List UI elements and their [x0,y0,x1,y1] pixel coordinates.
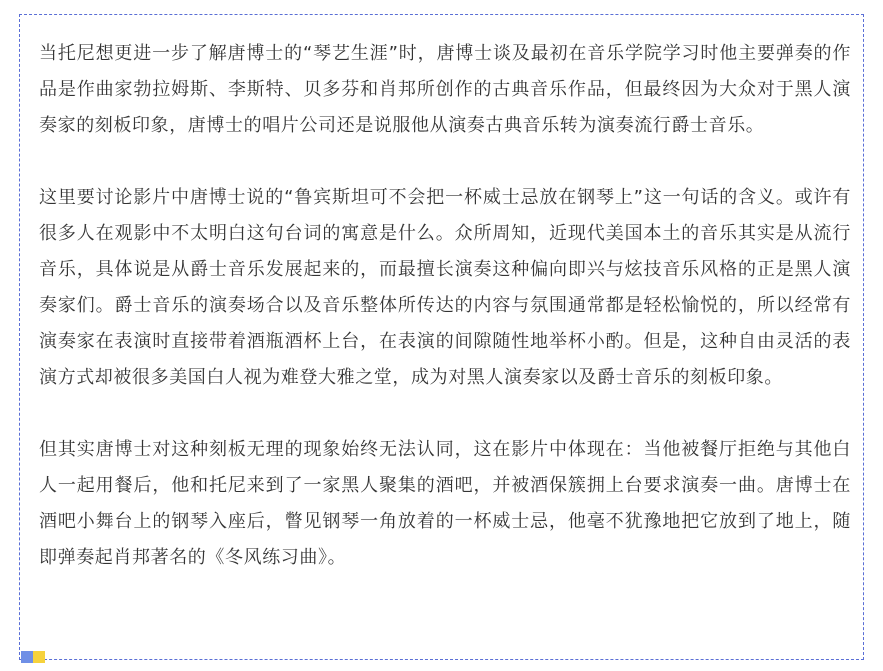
paragraph-3: 但其实唐博士对这种刻板无理的现象始终无法认同，这在影片中体现在：当他被餐厅拒绝与其他白人一起用餐后，他和托尼来到了一家黑人聚集的酒吧，并被酒保簇拥上台要求演奏一曲。唐博士在酒吧小舞台上的钢琴入座后，瞥见钢琴一角放着的一杯威士忌，他毫不犹豫地把它放到了地上，随即弹奏起肖邦著名的《冬风练习曲》。 [39,439,851,568]
paragraph-2: 这里要讨论影片中唐博士说的“鲁宾斯坦可不会把一杯威士忌放在钢琴上”这一句话的含义。或许有很多人在观影中不太明白这句台词的寓意是什么。众所周知，近现代美国本土的音乐其实是从流行音乐，具体说是从爵士音乐发展起来的，而最擅长演奏这种偏向即兴与炫技音乐风格的正是黑人演奏家们。爵士音乐的演奏场合以及音乐整体所传达的内容与氛围通常都是轻松愉悦的，所以经常有演奏家在表演时直接带着酒瓶酒杯上台，在表演的间隙随性地举杯小酌。但是，这种自由灵活的表演方式却被很多美国白人视为难登大雅之堂，成为对黑人演奏家以及爵士音乐的刻板印象。 [39,187,851,388]
paragraph-1: 当托尼想更进一步了解唐博士的“琴艺生涯”时，唐博士谈及最初在音乐学院学习时他主要弹奏的作品是作曲家勃拉姆斯、李斯特、贝多芬和肖邦所创作的古典音乐作品，但最终因为大众对于黑人演奏家的刻板印象，唐博士的唱片公司还是说服他从演奏古典音乐转为演奏流行爵士音乐。 [39,43,851,136]
corner-decoration [21,651,45,663]
article-body [39,36,851,576]
blue-square-decoration [21,651,33,663]
yellow-square-decoration [33,651,45,663]
